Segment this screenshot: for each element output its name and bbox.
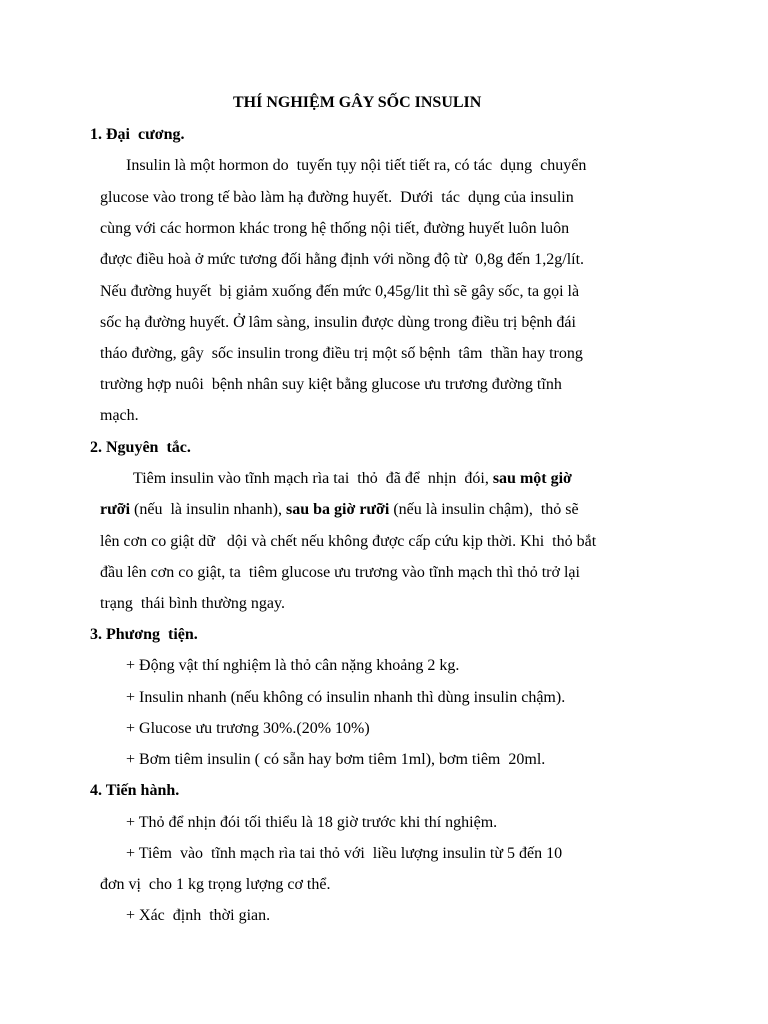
list-item: + Xác định thời gian.	[126, 907, 271, 924]
paragraph-line: lên cơn co giật dữ dội và chết nếu không được cấp cứu kịp thời. Khi thỏ bắt	[100, 533, 597, 550]
paragraph-line: glucose vào trong tế bào làm hạ đường huyết. Dưới tác dụng của insulin	[100, 189, 574, 206]
paragraph-line: trường hợp nuôi bệnh nhân suy kiệt bằng glucose ưu trương đường tĩnh	[100, 376, 562, 393]
bold-text-run: sau một giờ	[492, 470, 572, 487]
bold-text-run: sau ba giờ rưỡi	[285, 501, 390, 518]
paragraph-line	[133, 469, 572, 489]
paragraph-line: đầu lên cơn co giật, ta tiêm glucose ưu trương vào tĩnh mạch thì thỏ trở lại	[100, 564, 580, 581]
section-heading-4: 4. Tiến hành.	[90, 782, 180, 799]
paragraph-line: Insulin là một hormon do tuyến tụy nội tiết tiết ra, có tác dụng chuyển	[126, 157, 587, 174]
list-item: + Insulin nhanh (nếu không có insulin nhanh thì dùng insulin chậm).	[126, 689, 566, 706]
paragraph-line: trạng thái bình thường ngay.	[100, 595, 285, 612]
paragraph-line: được điều hoà ở mức tương đối hằng định với nồng độ từ 0,8g đến 1,2g/lít.	[100, 251, 585, 268]
paragraph-line: sốc hạ đường huyết. Ở lâm sàng, insulin được dùng trong điều trị bệnh đái	[100, 314, 576, 331]
section-heading-1: 1. Đại cương.	[90, 126, 185, 143]
text-run: Tiêm insulin vào tĩnh mạch rìa tai thỏ đã để nhịn đói,	[133, 470, 493, 487]
list-item: + Glucose ưu trương 30%.(20% 10%)	[126, 720, 370, 737]
list-item: + Bơm tiêm insulin ( có sẵn hay bơm tiêm 1ml), bơm tiêm 20ml.	[126, 751, 546, 768]
paragraph-line: Nếu đường huyết bị giảm xuống đến mức 0,45g/lit thì sẽ gây sốc, ta gọi là	[100, 283, 580, 300]
list-item-continuation: đơn vị cho 1 kg trọng lượng cơ thể.	[100, 876, 331, 893]
list-item: + Thỏ để nhịn đói tối thiểu là 18 giờ trước khi thí nghiệm.	[126, 814, 498, 831]
paragraph-line: tháo đường, gây sốc insulin trong điều trị một số bệnh tâm thần hay trong	[100, 345, 583, 362]
section-heading-2: 2. Nguyên tắc.	[90, 439, 191, 456]
page-title: THÍ NGHIỆM GÂY SỐC INSULIN	[233, 94, 482, 111]
text-run: (nếu là insulin nhanh),	[130, 501, 286, 518]
paragraph-line: mạch.	[100, 407, 139, 424]
bold-text-run: rưỡi	[100, 501, 131, 518]
list-item: + Tiêm vào tĩnh mạch rìa tai thỏ với liều lượng insulin từ 5 đến 10	[126, 845, 563, 862]
paragraph-line	[100, 500, 579, 520]
section-heading-3: 3. Phương tiện.	[90, 626, 198, 643]
text-run: (nếu là insulin chậm), thỏ sẽ	[389, 501, 579, 518]
list-item: + Động vật thí nghiệm là thỏ cân nặng khoảng 2 kg.	[126, 657, 460, 674]
paragraph-line: cùng với các hormon khác trong hệ thống nội tiết, đường huyết luôn luôn	[100, 220, 570, 237]
